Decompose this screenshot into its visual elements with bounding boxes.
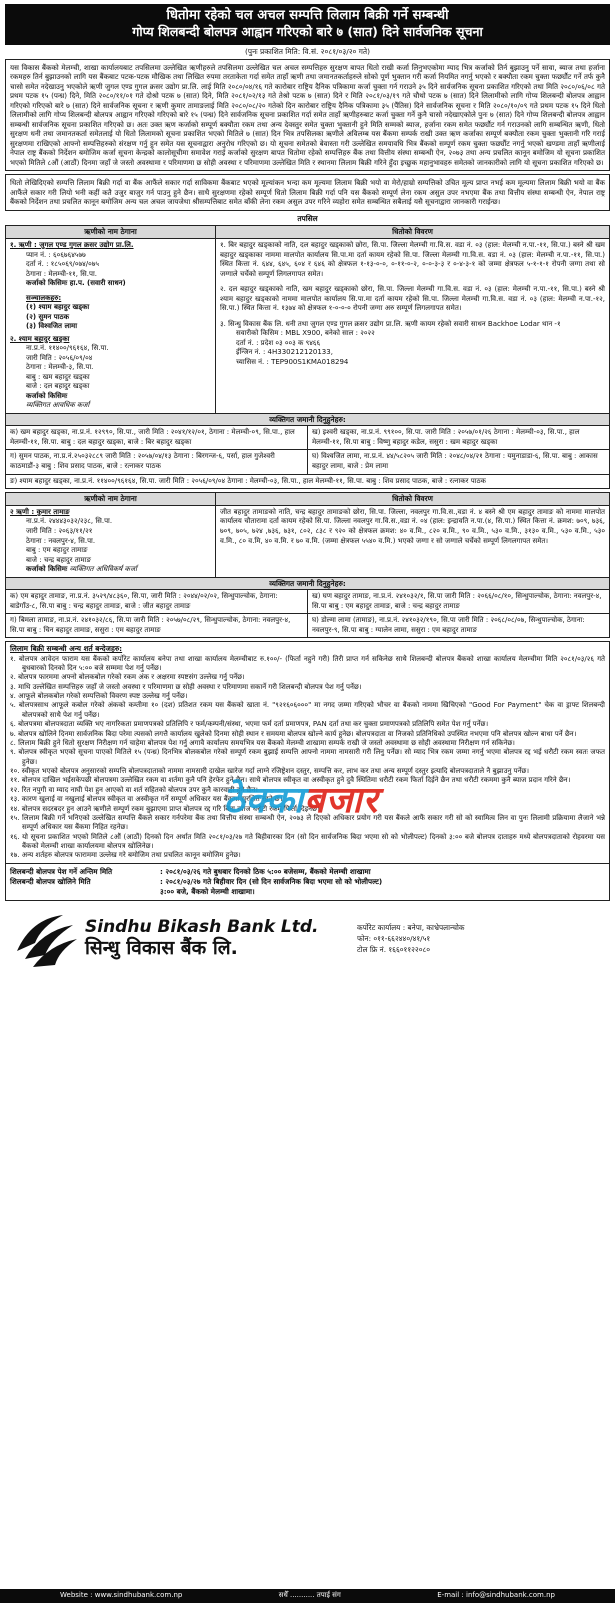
- guarantor-2-ka: क) एम बहादुर तामाङ, ना.प्र.नं. ३५२९/४८३६०, सि.पा, जारी मिति : २०४४/०२/०२, सिन्धुपाल्चोक, ठेगाना: बाडेगाँउ-८, सि.पा बाबु : चन्द्र बहादुर तामाङ, बाजे : जीत बहादुर तामाङ: [10, 592, 278, 610]
- borrower-kumar-citizenship: ना.प्र.नं. २४४४३०३२/२३८, सि.पा.: [26, 517, 113, 526]
- guarantors-2-row-2: [5, 614, 610, 638]
- collateral-item-3: ३. सिन्धु विकास बैंक लि. धनी तथा जुगल एण्ड गुगल क्रसर उद्योग प्रा.लि. ऋणी कायम रहेको सवारी साधन Backhoe Lodar थान -१: [220, 319, 561, 328]
- guarantors-1-heading: व्यक्तिगत जमानी दिनुहुनेहरु:: [5, 414, 610, 426]
- notice-title-box: [5, 4, 610, 45]
- borrower-kumar-issued: जारी मिति : २०६३/११/२१: [26, 526, 93, 535]
- term-item: १५. लिलाम बिक्री गर्ने भनिएको उल्लेखित सम्पत्ति बैंकले सकार गर्नपरेमा बैंक तथा वित्तीय संस्था सम्बन्धी ऐन, २०७३ ले दिएको अधिकार प्रयोग गरी यस बैंकले आफैं सकार गरी सो को स्वामित्व लिन वा पुनः लिलामी प्रक्रियामा लैजाने भन्ने सम्पूर्ण अधिकार यस बैंकमा निहित रहनेछ।: [10, 813, 605, 832]
- toll-free: टोल फ्रि नं. १६६०११२२०८०: [357, 944, 431, 954]
- term-item: ७. बोलपत्र खोलिने दिनमा सार्वजनिक बिदा परेमा त्यसको लगत्तै कार्यालय खुलेको दिनमा सोही स्थान र समयमा बोलपत्र खोल्ने कार्य हुनेछ। बोलपत्रदाता वा निजको प्रतिनिधिको उपस्थित नभएमा पनि बोलपत्र खोल्न बाधा पर्ने छैन।: [10, 729, 577, 738]
- borrower-table-2: [5, 492, 610, 578]
- term-item: १६. यो सूचना प्रकाशित भएको मितिले ८औं (आठौं) दिनको दिन अर्थात मिति २०८१/०३/२७ गते बिहीवारका दिन (सो दिन सार्वजनिक बिदा भएमा सो को भोलीपल्ट) दिनको ३:०० बजे बोलपत्र दाताहरु मध्ये बोलपत्रदाताको रोहवरमा यस बैंकको मेलम्ची शाखा कार्यालयमा बोलपत्र खोलिनेछ।: [10, 832, 605, 851]
- watermark-part2: बजार: [304, 779, 379, 821]
- vehicle-chassis: च्यासिस नं. : TEP900S1KMA018294: [236, 357, 349, 366]
- col-header-collateral-2: धितोको विवरण: [216, 493, 610, 506]
- borrower-kumar-grandfather: बाजे : चन्द्र बहादुर तामाङ: [26, 555, 91, 564]
- collateral-kumar: जीत बहादुर तामाङको नाति, चन्द्र बहादुर तामाङको छोरा, सि.पा. जिल्ला, नवलपुर गा.वि.स.,वडा नं. ४ बस्ने श्री एम बहादुर तामाङ को नाममा मालपोत कार्यालय चौतारामा दर्ता कायम रहेको सि.पा. जिल्ला नवलपुर गा.वि.स.,वडा नं. ०४ (हाल: इन्द्रावति न.पा.(४, सि.पा.) स्थित कित्ता नं. क्रमश: ७०९, ७३६, ७०९, ७०५, ७२४ ,७३६, ७३१, ८०२, ८३८ र ९२० को क्षेत्रफल क्रमश: ४० व.मि., ८२० व.मि., ९० व.मि., ५३० व.मि., ३१३० व.मि., ५३० व.मि., ५३० व.मि., ८० व.मि, ४० व.मि. र ७० व.मि. (जम्मा क्षेत्रफल ५५४० व.मि.) भएको जग्गा र सो जग्गाले चर्चेको सम्पूर्ण लिगलगापत समेत।: [220, 507, 605, 545]
- borrower-2-issued: जारी मिति : २०५६/०९/०४: [26, 353, 93, 362]
- borrower-kumar-father: बाबु : एम बहादुर तामाङ: [26, 546, 88, 555]
- terms-heading: लिलाम बिक्री सम्बन्धी अन्य शर्त बन्देजहरु:: [10, 644, 123, 654]
- borrower-2-address: ठेगाना : मेलम्ची-३, सि.पा.: [26, 363, 94, 372]
- bank-name-nepali: सिन्धु विकास बैंक लि.: [85, 937, 238, 960]
- republish-date: (पुनः प्रकाशित मिति: वि.सं. २०८१/०३/२० गते): [244, 47, 371, 57]
- vehicle-engine: ईन्जिन नं. : 4H330212120133,: [236, 348, 333, 357]
- bank-name-english: Sindhu Bikash Bank Ltd.: [85, 916, 319, 937]
- corporate-office: कर्पोरेट कार्यालय : बनेपा, काभ्रेपलान्चोक: [357, 922, 465, 932]
- collateral-cell-2: [216, 505, 610, 577]
- guarantor-2-ga: ग) बिमला तामाङ, ना.प्र.नं. २४१०३२/८६, सि.पा जारी मिति : २०५७/०८/२९, सिन्धुपाल्चोक, ठेगाना: नवलपुर-४, सि.पा बाबु : चिन बहादुर तामाङ, ससुरा : एम बहादुर तामाङ: [10, 616, 291, 634]
- borrower-cell-1: [6, 239, 216, 414]
- director-1: (१) श्याम बहादुर खड्का: [26, 303, 90, 312]
- submission-deadline-label: शिलबन्दी बोलपत्र पेश गर्ने अन्तिम मिति: [10, 866, 113, 876]
- submission-deadline-value: : २०८१/०३/२६ गते बुधबार दिनको ठिक ५:०० बजेसम्म, बैंकको मेलम्ची शाखामा: [160, 866, 371, 876]
- borrower-1-title: १. ऋणी : जुगल एण्ड गुगल क्रसर उद्योग प्रा.लि.: [10, 241, 134, 250]
- borrower-kumar-loan-type: व्यक्तिगत अधिविकर्ष कर्जा: [69, 565, 137, 574]
- borrower-2-grandfather: बाजे : दल बहादुर खड्का: [26, 382, 90, 391]
- terms-list: [10, 655, 605, 861]
- directors-label: सञ्चालकहरु:: [26, 293, 62, 302]
- guarantor-1-ka: क) खम बहादुर खड्का, ना.प्र.नं. १२९९०, सि.पा., जारी मिति : २०४१/१२/०१, ठेगाना : मेलम्ची-०९, सि.पा., हाल मेलम्ची-११, सि.पा. बाबु : दल बहादुर खड्का, बाजे : बिर बहादुर खड्का: [10, 428, 295, 446]
- website-link[interactable]: Website : www.sindhubank.com.np: [60, 1591, 183, 1600]
- term-item: ८. लिलाम बिक्री हुने धितो सुरक्षण निरीक्षण गर्न चाहेमा बोलपत्र पेश गर्नु अगावै कार्यालय समयभित्र यस बैंकको मेलम्ची शाखामा सम्पर्क राखी जे जस्तो अवस्थामा छ सोही अवस्थामा निरीक्षण गर्न सकिनेछ।: [10, 738, 515, 747]
- term-item: ४. आफूले बोलकबोल गरेको सम्पत्तिको विवरण स्पष्ट उल्लेख गर्नु पर्नेछ।: [10, 692, 188, 701]
- guarantor-2-gha: घ) डोल्मा लामा (तामाङ), ना.प्र.नं. २४१०३२/१९०, सि.पा जारी मिति : २०६८/०८/०७, सिन्धुपाल्चोक, ठेगाना: नवलपुर-९, सि.पा बाबु : ग्यालेन लामा, ससुरा : एम बहादुर तामाङ: [307, 614, 609, 637]
- email-link[interactable]: E-mail : info@sindhubank.com.np: [437, 1591, 555, 1600]
- guarantor-1-kha: ख) इश्वरी खड्का, ना.प्र.नं. ९९१००, सि.पा. जारी मिति : २०५७/०१/२६ ठेगाना : मेलम्ची-०३, सि.पा., हाल मेलम्ची-११, सि.पा बाबु : विष्णु बहादुर कडेल, ससुरा : खम बहादुर खड्का: [307, 426, 609, 449]
- guarantor-1-nga: ङ) श्याम बहादुर खड्का, ना.प्र.नं. ११४००/९६१६४, सि.पा. जारी मिति : २०५६/०९/०४ ठेगाना : मेलम्ची-०३, सि.पा., हाल मेलम्ची-११, सि.पा. बाबु : शिव प्रसाद पाठक, बाजे : रत्नाकर पाठक: [5, 475, 610, 490]
- intro-paragraph-1: यस विकास बैंकको मेलम्ची, शाखा कार्यालयबाट तपसिलमा उल्लेखित ऋणीहरुले तपसिलमा उल्लेखित चल अचल सम्पत्तिहरु सुरक्षण बापत धितो राखी कर्जा लिनुभएकोमा म्याद भित्र कर्जाको तिर्न बुझाउनु पर्ने सावा, ब्याज तथा हर्जाना रकमहरु तिर्न बुझाउनको लागि यस बैंकबाट पटक-पटक मौखिक तथा लिखित रुपमा तरताकेता गर्दा समेत ताहाँ ऋणी तथा जमानतकर्ताहरुले सोको पूर्ण भुक्तान गरी कर्जा नियमित नगर्नु भएको र बक्यौता रकम चुक्ता फर्छ्यौट गर्ने तर्फ कुनै चासो समेत नदेखाउनु भएकोले ऋणी जुगल एण्ड गुगल क्रसर उद्योग प्रा.लि. लाई मिति २०८०/०४/१६ गते कारोबार राष्ट्रिय दैनिक पत्रिकामा कर्जा चुक्ता गर्न गराउने ३५ दिने सार्वजनिक सूचना प्रकाशित गरिएको तथा मिति २०८०/०६/०८ गते प्रथम पटक १५ (पन्ध्र) दिने, मिति २०८०/११/०१ गते दोश्रो पटक ७ (सात) दिने, मिति २०८१/०२/१३ गते तेश्रो पटक ७ (सात) दिने र मिति २०८१/०३/१९ गते चौथो पटक ७ (सात) दिने लिलामीको लागि गोप्य शिलबन्दी बोलपत्र आह्वान गरिएको गरिएको बारे ७ (सात) दिने सार्वजनिक सूचना र ऋणी कुमार तामाङलाई मिति २०८०/०८/२० गतेको दिन कारोबार राष्ट्रिय दैनिक पत्रिकामा ३५ (पैंतिस) दिने सार्वजनिक सूचना र मिति २०८०/१०/०९ गते प्रथम पटक १५ दिने धितो लिलामीको लागि गोप्य शिलबन्दी बोलपत्र आह्वान गरिएको गरिएको बारे १५ (पन्ध्र) दिने सार्वजनिक सूचना प्रकाशित गर्दा समेत ताहाँ ऋणीहरुबाट कर्जा चुक्ता गर्ने कुनै चासो नदेखाएकोले पुनः ७ (सात) दिने गोप्य शिलबन्दी बोलपत्र आह्वान सम्बन्धी सार्वजनिक सूचना प्रकाशित गरिएको छ। अतः उक्त ऋण कर्जाको सम्पूर्ण बक्यौता रकम तथा अन्य देवस्तुर समेत चुक्ता भुक्तानी हुने मिति सम्मको ब्याज, हर्जाना रकम समेत फर्छ्यौट गर्न गराउनको लागि सम्बन्धित ऋणी, धितो सुरक्षण धनी तथा जमानतकर्ता समेतलाई यो धितो लिलामको सूचना प्रकाशित भएको मितिले ७ (सात) दिन भित्र तपसिलका ऋणीले अविलम्ब यस बैंकमा सम्पर्क राखी उक्त ऋण कर्जाका सम्पूर्ण बक्यौता रकम चुक्ता भुक्तानी गरि गराई सुरक्षणमा राखिएको आफ्नो सम्पत्तिहरुको संरक्षण गर्नु हुन समेत यस सूचनाद्वारा अनुरोध गरिएको छ। यो सूचना समेतको बेवास्ता गरी उल्लेखित समयावधि भित्र बैंकको सम्पूर्ण रकम चुक्ता फर्छ्यौट नगर्नु भएको खण्डमा ताहाँ ऋणीलाई नेपाल राष्ट्र बैंकको निर्देशन बमोजिम कर्जा सूचना केन्द्रको कालोसूचीमा समावेश गराई कर्जाको सुरक्षण बापत धितोमा रहेको सम्पत्तिहरु बैंक तथा वित्तीय संस्था सम्बन्धी ऐन, २०७३ तथा अन्य प्रचलित कानून बमोजिम यो सूचना प्रकाशित भएको मितिले ८औं (आठौं) दिनमा जहाँ जे जस्तो अवस्थामा र परिमाणमा छ सोही अवस्था र परिमाणमा उल्लेखित मिति र स्थानमा लिलाम बिक्री गरिने हुँदा इच्छुक महानुभावहरु समेतको जानकारीको लागि यो सूचना प्रकाशित गरिएको छ।: [5, 59, 610, 172]
- vehicle-reg: दर्ता नं. : प्रदेश ०३ ००३ क ९४६६: [236, 338, 321, 347]
- director-2: (२) सुमन पाठक: [26, 312, 69, 321]
- collateral-cell-1: [216, 239, 610, 414]
- borrower-cell-2: [6, 505, 216, 577]
- bank-contact: [341, 923, 604, 956]
- term-item: ३. माथि उल्लेखित सम्पत्तिहरु जहाँ जे जस्तो अवस्था र परिमाणमा छ सोही अवस्था र परिमाणमा सकार्ने गरी शिलबन्दी बोलपत्र पेश गर्नु पर्नेछ।: [10, 682, 362, 691]
- borrower-1-pan: प्यान नं. : ६०६७६४५७७: [26, 250, 86, 259]
- borrower-kumar-loan-label: कर्जाको किसिमः: [26, 565, 68, 574]
- borrower-kumar-address: ठेगाना : नवलपुर-४, सि.पा.: [26, 536, 96, 545]
- borrower-2-loan-label: कर्जाको किसिमः: [26, 391, 68, 400]
- intro-paragraph-2: धितो लेखिदिएको सम्पत्ति लिलाम बिक्री गर्दा वा बैंक आफैंले सकार गर्दा साविकमा बैंकबाट भएको मूल्यांकन भन्दा कम मूल्यमा लिलाम बिक्री भयो वा मेरो/हाम्रो सम्पत्तिको उचित मूल्य प्राप्त नभई कम मूल्यमा लिलाम बिक्री भयो वा बैंक आफैंले सकार गरी लियो भनी कहीं कतै उजुर बाजुर गर्न पाउनु हुने छैन। साथै सुरक्षणमा रहेको सम्पूर्ण धितो लिलाम बिक्री गर्दा पनि यस बैंकको सम्पूर्ण लेना रकम असुल उपर नभएमा बैंक तथा वित्तीय संस्था सम्बन्धी ऐन, नेपाल राष्ट्र बैंकको निर्देशन तथा प्रचलित कानून बमोजिम अन्य चल अचल जायजेथा श्रीसम्पत्तिबाट समेत बाँकी लेना रकम असुल उपर गरिने व्यहोरा समेत सम्बन्धित सबैलाई यसै सूचनाद्वारा जानकारी गराईन्छ।: [5, 174, 610, 211]
- guarantors-2-row-1: [5, 590, 610, 614]
- watermark-part1: ठेक्का: [223, 779, 305, 821]
- term-item: २. बोलपत्र फारममा अफ्नो बोलकबोल गरेको रकम अंक र अक्षरमा स्पष्टसंग उल्लेख गर्नु पर्नेछ।: [10, 673, 245, 682]
- slogan: सधैँ ........... तपाई संग: [278, 1591, 341, 1600]
- guarantors-2-heading: व्यक्तिगत जमानी दिनुहुनेहरु:: [5, 578, 610, 590]
- guarantor-1-gha: घ) विश्वजित लामा, ना.प्र.नं. ४४/५८२०५ जारी मिति : २०४८/०४/२१ ठेगाना : यमुनाडाडा-६, सि.पा. बाबु : आकास बहादुर लामा, बाजे : प्रेम लामा: [307, 450, 609, 473]
- borrower-kumar-title: २ ऋणी : कुमार तामाङ: [10, 507, 70, 516]
- vehicle-type: सवारीको किसिम : MBL X900, बनेको साल : २०२२: [236, 329, 375, 338]
- borrower-2-father: बाबु : खम बहादुर खड्का: [26, 372, 90, 381]
- guarantor-1-ga: ग) सुमन पाठक, ना.प्र.नं.२५०३२८८९ जारी मिति : २०५७/०४/१३ ठेगाना : बिरगन्ज-६, पर्सा, हाल गुजेश्वरी काठमाडौं-३ बाबु : शिव प्रसाद पाठक, बाजे : रत्नाकर पाठक: [10, 452, 275, 470]
- col-header-collateral: धितोको विवरण: [216, 226, 610, 239]
- director-3: (३) विश्वजित लामा: [26, 322, 78, 331]
- borrower-2-title: २. श्याम बहादुर खड्का: [10, 334, 70, 343]
- notice-title-line2: गोप्य शिलबन्दी बोलपत्र आह्वान गरिएको बारे ७ (सात) दिने सार्वजनिक सूचना: [132, 24, 483, 40]
- col-header-borrower: ऋणीको नाम ठेगाना: [6, 226, 216, 239]
- opening-date-value: : २०८१/०३/२७ गते बिहीवार दिन (सो दिन सार्वजनिक बिदा भएमा सो को भोलीपल्ट): [160, 876, 383, 886]
- borrower-2-citizenship: ना.प्र.नं. ११४००/९६१६४, सि.पा.: [26, 344, 109, 353]
- col-header-borrower-2: ऋणीको नाम ठेगाना: [6, 493, 216, 506]
- tapsil-heading: तपसिल: [297, 213, 318, 223]
- term-item: ६. बोलपत्रमा बोलपत्रदाता व्यक्ति भए नागरिकता प्रमाणपत्रको प्रतिलिपि र फर्म/कम्पनी/संस्था, भएमा फर्म दर्ता प्रमाणपत्र, PAN दर्ता तथा कर चुक्ता प्रमाणपत्रको प्रतिलिपि समेत पेश गर्नु पर्नेछ।: [10, 720, 489, 729]
- opening-date-label: शिलबन्दी बोलपत्र खोलिने मिति: [10, 876, 91, 886]
- footer-bar: [0, 1589, 615, 1603]
- borrower-2-loan-type: व्यक्तिगत आवधिक कर्जा: [26, 401, 90, 410]
- bank-footer: [5, 901, 610, 975]
- phone-number: फोन: ०११-६६२४४०/४१/५१: [357, 933, 431, 943]
- term-item: १७. अन्य शर्तहरु बोलपत्र फाराममा उल्लेख गरे बमोजिम तथा प्रचलित कानून बमोजिम हुनेछ।: [10, 851, 241, 860]
- borrower-1-reg: दर्ता नं. : १८५०६९/०७४/०७५: [26, 260, 100, 269]
- guarantor-2-kha: ख) घण बहादुर तामाङ, ना.प्र.नं. २४१०३२/१, सि.पा जारी मिति : २०६६/०८/१०, सिन्धुपाल्चोक, ठेगाना: नवलपुर-४, सि.पा बाबु : एम बहादुर तामाङ, बाजे : चन्द्र बहादुर तामाङ: [307, 590, 609, 613]
- borrower-table-1: [5, 225, 610, 414]
- term-item: १०. स्वीकृत भएको बोलपत्र अनुसारको सम्पत्ति बोलपत्रदाताको नाममा नामसारी दाखेल खारेज गर्दा लाग्ने रजिष्ट्रेशन दस्तुर, सम्पत्ति कर, लाभ कर तथा अन्य सम्पूर्ण दस्तुर इत्यादि बोलपत्रदाताले नै बुझाउनु पर्नेछ।: [10, 767, 529, 776]
- term-item: ५. बोलपत्रसाथ आफूले कबोल गरेको अंकको कम्तीमा १० (दश) प्रतिशत रकम यस बैंकको खाता नं. "९२१६०६०००" मा नगद जम्मा गरिएको भौचर वा बैंकको नाममा खिचिएको "Good For Payment" चेक वा ड्राफ्ट शिलबन्दी बोलपत्रको साथै पेश गर्नु पर्नेछ।: [10, 701, 605, 719]
- collateral-item-1: १. बिर बहादुर खड्काको नाति, दल बहादुर खड्काको छोरा, सि.पा. जिल्ला मेलम्ची गा.वि.स. वडा नं. ०३ (हाल: मेलम्ची न.पा.-११, सि.पा.) बस्ने श्री खम बहादुर खड्काका नाममा मालपोत कार्यालय सि.पा.मा दर्ता कायम रहेको सि.पा. जिल्ला मेलम्ची गा.वि.स. वडा नं. ०३ (हाल: मेलम्ची न.पा.-११, सि.पा.) स्थित कित्ता नं. ६४४, ६४५, ६०४ र ६४६ को क्षेत्रफल १-१३-०-०, ०-११-०-२, ०-०-३-३ र ०-४-३-१ को जम्मा क्षेत्रफल ५-१-१-१ रोपनी जग्गा तथा सो जग्गाले चर्चेको सम्पूर्ण लिगलगापत समेत।: [220, 241, 605, 278]
- opening-time-value: ३:०० बजे, बैंकको मेलम्ची शाखामा।: [160, 887, 255, 896]
- borrower-1-address: ठेगाना : मेलम्ची-११, सि.पा.: [26, 269, 98, 278]
- borrower-1-loan-type: कर्जाको किसिमः हा.प. (सवारी साधन): [26, 279, 126, 288]
- bank-logo-icon: [11, 909, 81, 969]
- term-item: ११. बोलपत्र दाखिल भईसकेपछी बोलपत्रमा उल्लेखित रकम वा शर्तमा कुनै पनि हेरफेर हुने छैन। साथै बोलपत्र स्वीकृत वा अस्वीकृत हुने दुवै स्थितिमा धरौटी रकम फिर्ता दिईने छैन तथा धरौटी रकममा कुनै ब्याज प्रदान गरिने छैन।: [10, 776, 571, 785]
- term-item: १२. रित नपुगी वा म्याद नाघी पेश हुन आएको वा शर्त सहितको बोलपत्र उपर कुनै कारवाही हुने छैन।: [10, 785, 258, 794]
- collateral-item-2: २. दल बहादुर खड्काको नाति, खम बहादुर खड्काको छोरा, सि.पा. जिल्ला मेलम्ची गा.वि.स. वडा नं. ०३ (हाल: मेलम्ची न.पा.-११, सि.पा.) बस्ने श्री श्याम बहादुर खड्काको नाममा मालपोत कार्यालय सि.पा.मा दर्ता कायम रहेको सि.पा. जिल्ला मेलम्ची गा.वि.स. वडा नं. ०३ (हाल: मेलम्ची न.पा.-१२, सि.पा.) स्थित कित्ता नं. १३७४ को क्षेत्रफल १-०-०-० रोपनी जग्गा अरु सम्पूर्ण लिगलगापत समेत।: [220, 285, 605, 313]
- notice-title-line1: धितोमा रहेको चल अचल सम्पत्ति लिलाम बिक्री गर्ने सम्बन्धी: [166, 8, 449, 23]
- guarantors-1-row-2: [5, 450, 610, 474]
- term-item: १. बोलपत्र आवेदन फाराम यस बैंकको कर्पोरेट कार्यालय बनेपा तथा शाखा कार्यालय मेलम्चीबाट रु.१००/- (फिर्ता नहुने गरी) तिरी प्राप्त गर्न सकिनेछ साथै शिलबन्दी बोलपत्र बैंकको शाखा कार्यालय मेलम्चीमा मिति २०८१/०३/२६ गते बुधबारको दिनको दिन ५:०० बजे सम्ममा पेश गर्नु पर्नेछ।: [10, 654, 605, 672]
- deadline-box: [5, 864, 610, 901]
- term-item: १४. बोलपत्र सदरबदर हुन आउने ऋणीले सम्पूर्ण रकम बुझाएमा प्राप्त बोलपत्र रद्द गरि बिना ब्याज धरौटी रकम फिर्ता दिइनेछ।: [10, 804, 320, 813]
- guarantors-1-row-1: [5, 426, 610, 450]
- auction-terms: [5, 641, 610, 864]
- bank-names: [81, 918, 341, 960]
- term-item: ९. बोलपत्र स्वीकृत भएको सूचना पाएको मितिले १५ (पन्ध्र) दिनभित्र बोलकबोल गरेको सम्पूर्ण रकम बुझाई सम्पत्ति आफ्नो नाममा नामसारी गरी लिनु पर्नेछ। सो म्याद भित्र रकम जम्मा नगर्नु भएमा बोलपत्र रद्द भई धरौटी रकम स्वतः जफत हुनेछ।: [10, 748, 605, 766]
- term-item: १३. कारण खुलाई वा नखुलाई बोलपत्र स्वीकृत वा अस्वीकृत गर्ने सम्पूर्ण अधिकार यस बैंकमा सुरक्षित रहने छ।: [10, 795, 283, 804]
